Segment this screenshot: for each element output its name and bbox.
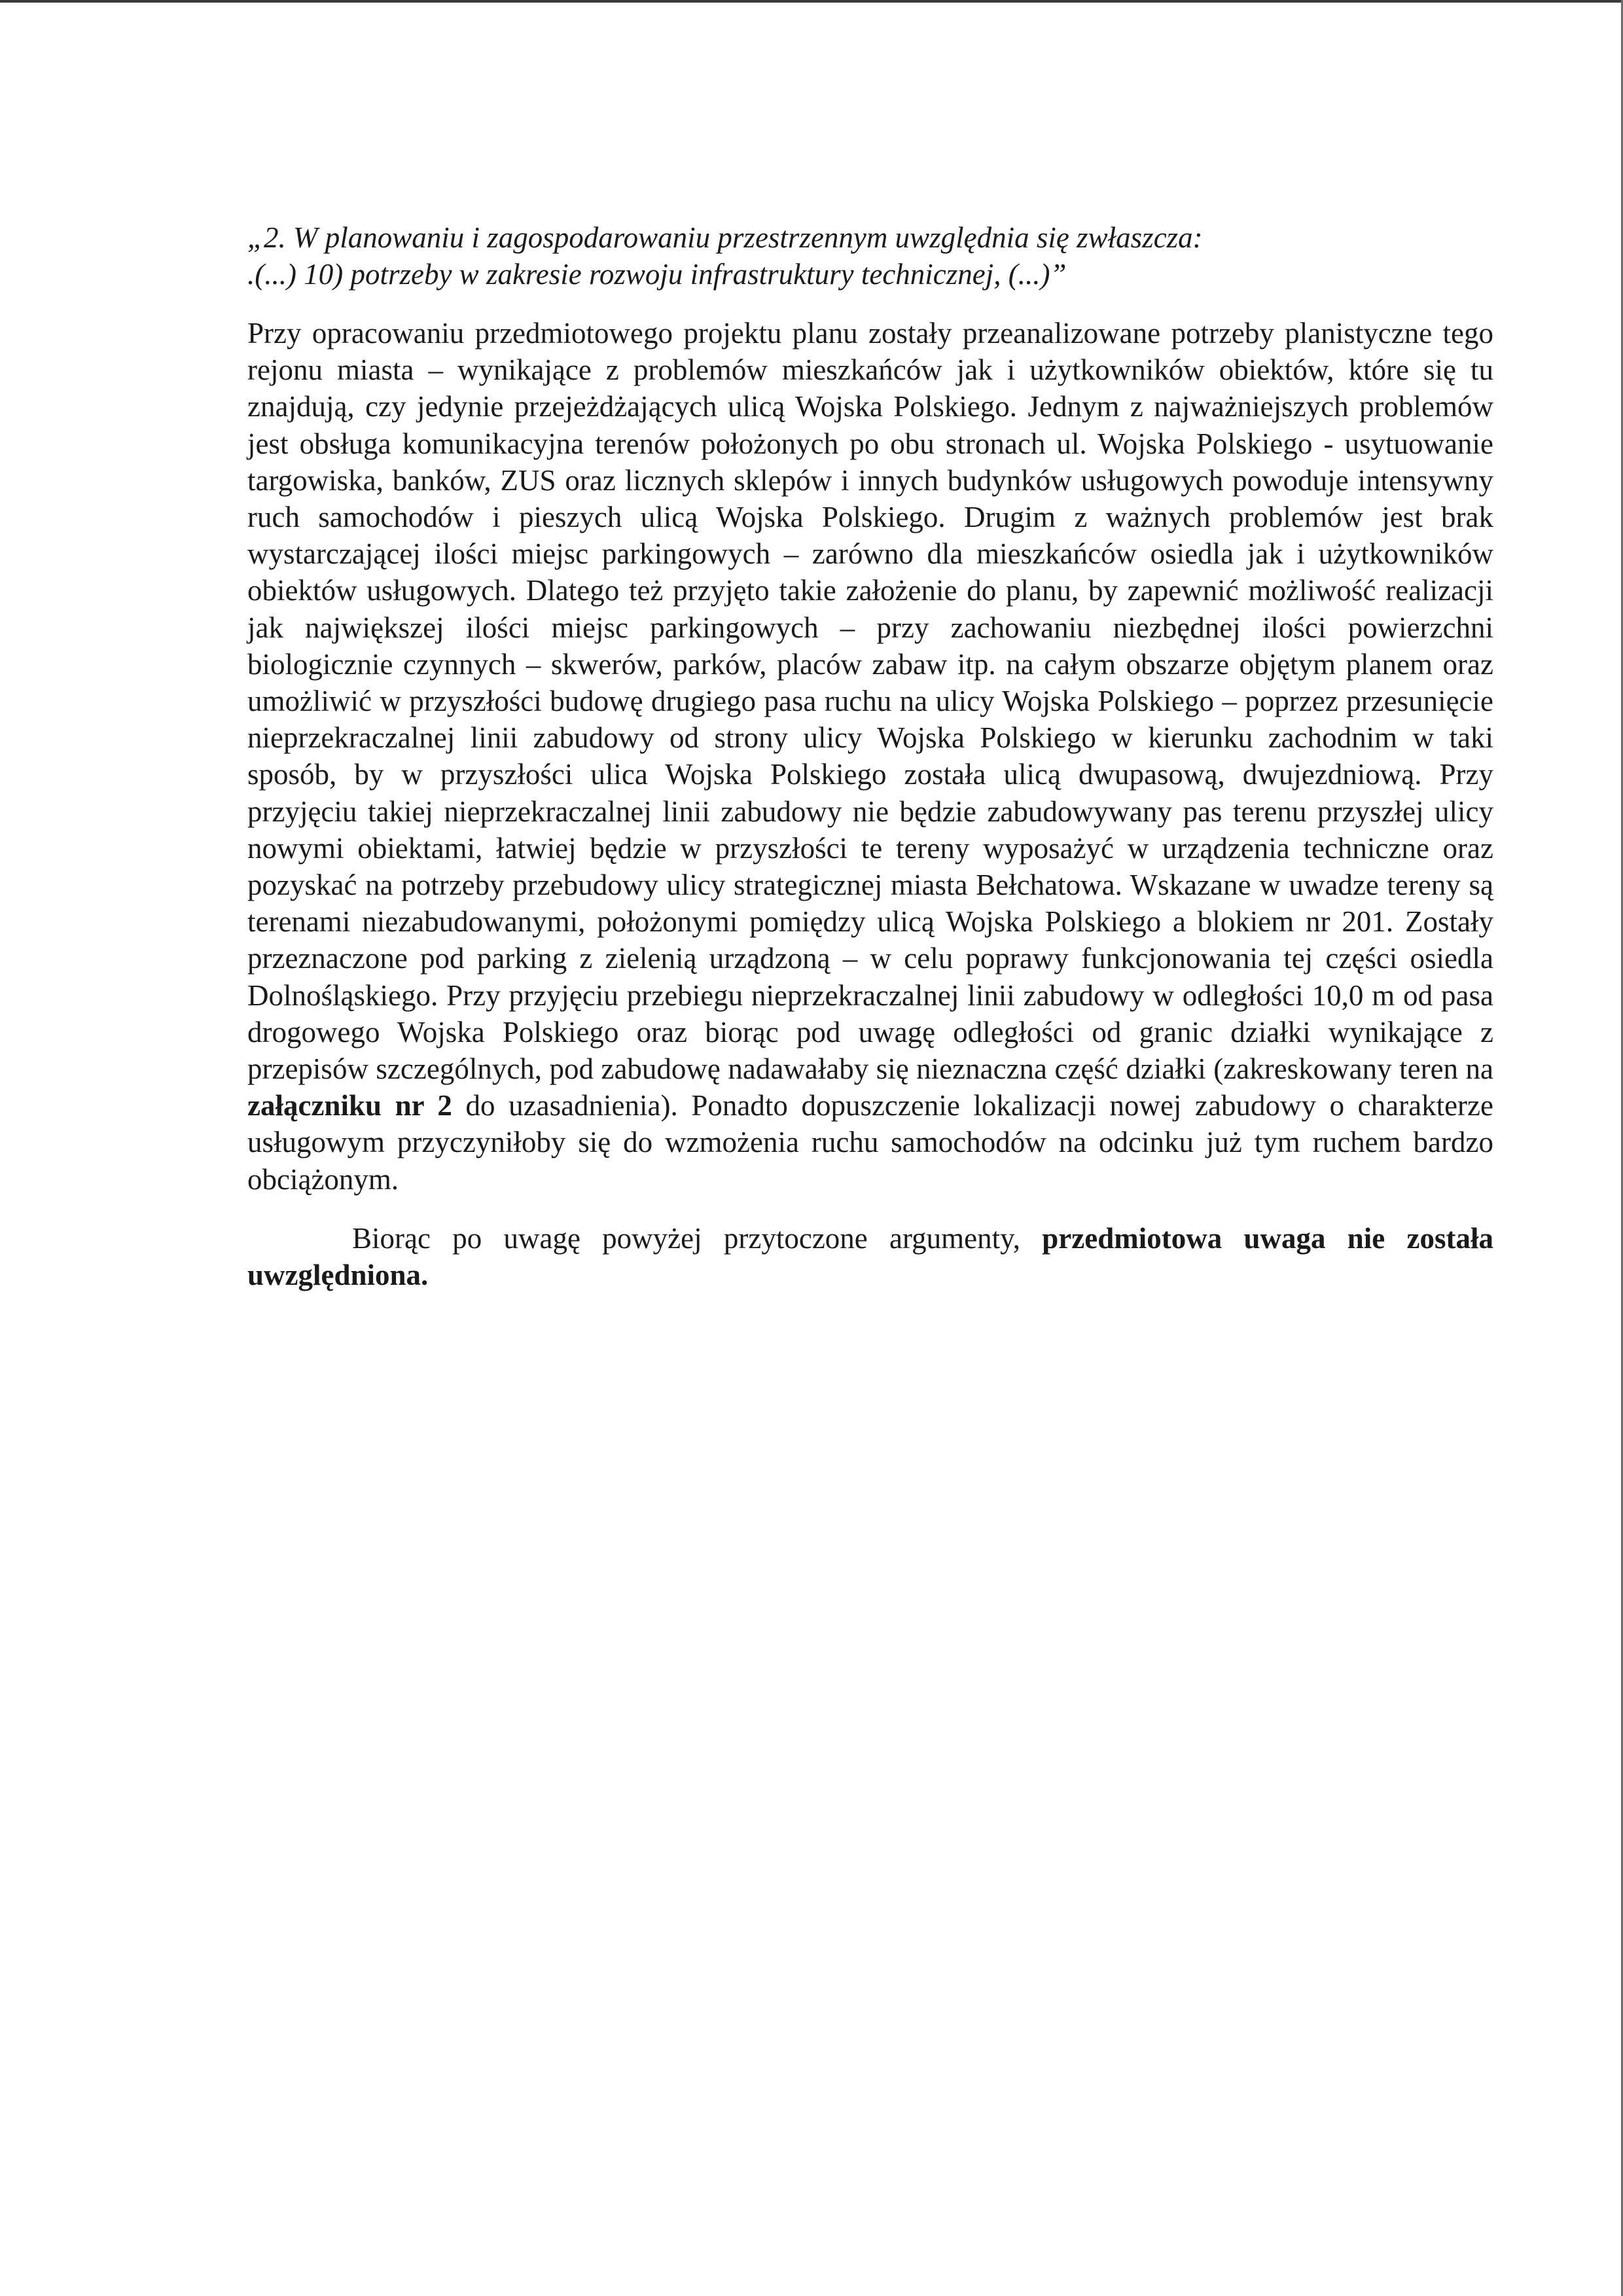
main-paragraph-text-end: do uzasadnienia). Ponadto dopuszczenie lokalizacji nowej zabudowy o charakterze usługowym przyczyniłoby się do wzmożenia ruchu samochodów na odcinku już tym ruchem bardzo obciążonym. <box>247 1089 1493 1196</box>
quote-line-1: „2. W planowaniu i zagospodarowaniu przestrzennym uwzględnia się zwłaszcza: <box>247 221 1203 254</box>
quote-line-2: .(...) 10) potrzeby w zakresie rozwoju infrastruktury technicznej, (...)” <box>247 258 1067 291</box>
conclusion-text: Biorąc po uwagę powyżej przytoczone argumenty, <box>352 1221 1043 1255</box>
conclusion-paragraph <box>247 1220 1493 1293</box>
attachment-reference: załączniku nr 2 <box>247 1089 452 1122</box>
legal-quote <box>247 219 1493 293</box>
document-page <box>247 219 1493 1293</box>
main-paragraph-text: Przy opracowaniu przedmiotowego projektu planu zostały przeanalizowane potrzeby planistyczne tego rejonu miasta – wynikające z problemów mieszkańców jak i użytkowników obiektów, które się tu znajdują, czy jedynie przejeżdżających ulicą Wojska Polskiego. Jednym z najważniejszych problemów jest obsługa komunikacyjna terenów położonych po obu stronach ul. Wojska Polskiego - usytuowanie targowiska, banków, ZUS oraz licznych sklepów i innych budynków usługowych powoduje intensywny ruch samochodów i pieszych ulicą Wojska Polskiego. Drugim z ważnych problemów jest brak wystarczającej ilości miejsc parkingowych – zarówno dla mieszkańców osiedla jak i użytkowników obiektów usługowych. Dlatego też przyjęto takie założenie do planu, by zapewnić możliwość realizacji jak największej ilości miejsc parkingowych – przy zachowaniu niezbędnej ilości powierzchni biologicznie czynnych – skwerów, parków, placów zabaw itp. na całym obszarze objętym planem oraz umożliwić w przyszłości budowę drugiego pasa ruchu na ulicy Wojska Polskiego – poprzez przesunięcie nieprzekraczalnej linii zabudowy od strony ulicy Wojska Polskiego w kierunku zachodnim w taki sposób, by w przyszłości ulica Wojska Polskiego została ulicą dwupasową, dwujezdniową. Przy przyjęciu takiej nieprzekraczalnej linii zabudowy nie będzie zabudowywany pas terenu przyszłej ulicy nowymi obiektami, łatwiej będzie w przyszłości te tereny wyposażyć w urządzenia techniczne oraz pozyskać na potrzeby przebudowy ulicy strategicznej miasta Bełchatowa. Wskazane w uwadze tereny są terenami niezabudowanymi, położonymi pomiędzy ulicą Wojska Polskiego a blokiem nr 201. Zostały przeznaczone pod parking z zielenią urządzoną – w celu poprawy funkcjonowania tej części osiedla Dolnośląskiego. Przy przyjęciu przebiegu nieprzekraczalnej linii zabudowy w odległości 10,0 m od pasa drogowego Wojska Polskiego oraz biorąc pod uwagę odległości od granic działki wynikające z przepisów szczególnych, pod zabudowę nadawałaby się nieznaczna część działki (zakreskowany teren na <box>247 317 1493 1086</box>
main-paragraph <box>247 315 1493 1198</box>
scan-border-top <box>0 0 1623 3</box>
conclusion-verdict: przedmiotowa uwaga nie została uwzględniona. <box>247 1221 1494 1292</box>
